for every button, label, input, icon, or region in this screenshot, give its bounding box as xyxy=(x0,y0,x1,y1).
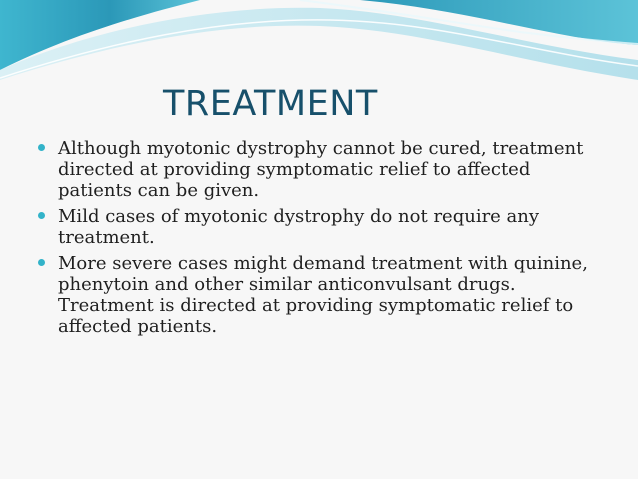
wave-header-decoration xyxy=(0,0,638,80)
bullet-item xyxy=(38,138,598,201)
bullet-list xyxy=(38,138,598,342)
bullet-icon xyxy=(38,144,45,151)
bullet-text: Although myotonic dystrophy cannot be cured, treatment directed at providing symptomatic relief to affected patients can be given. xyxy=(58,138,584,201)
bullet-text: Mild cases of myotonic dystrophy do not require any treatment. xyxy=(58,206,540,248)
bullet-text: More severe cases might demand treatment with quinine, phenytoin and other similar anticonvulsant drugs. Treatment is directed at providing symptomatic relief to affected patients. xyxy=(58,253,588,337)
bullet-icon xyxy=(38,259,45,266)
bullet-item xyxy=(38,206,598,248)
bullet-item xyxy=(38,253,598,337)
bullet-icon xyxy=(38,212,45,219)
slide-title: TREATMENT xyxy=(163,84,378,124)
